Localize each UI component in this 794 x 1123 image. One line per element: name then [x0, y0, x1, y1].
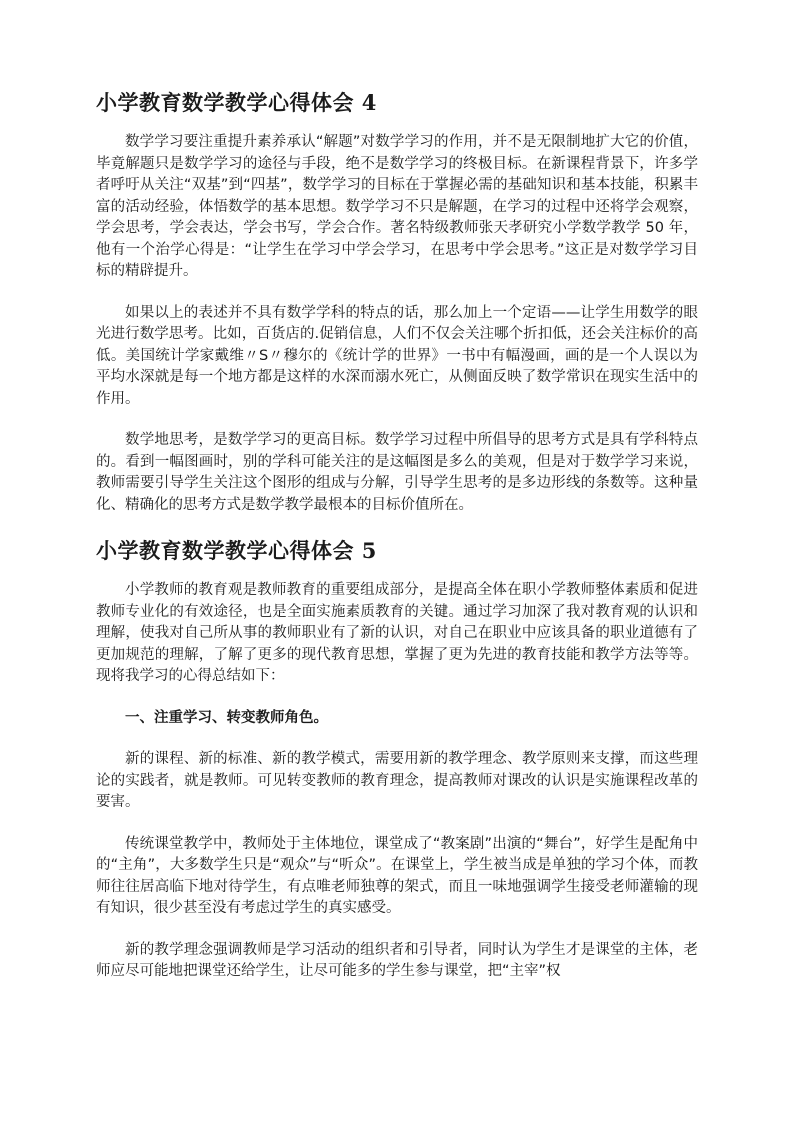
section-4-title: 小学教育数学教学心得体会 4 [96, 90, 377, 115]
document-content [96, 88, 698, 1003]
section-4 [96, 88, 698, 516]
section-5-title: 小学教育数学教学心得体会 5 [96, 538, 377, 563]
section-5-paragraph-2: 传统课堂教学中，教师处于主体地位，课堂成了“教案剧”出演的“舞台”，好学生是配角中的“主角”，大多数学生只是“观众”与“听众”。在课堂上，学生被当成是单独的学习个体，而教师往往居高临下地对待学生，有点唯老师独尊的架式，而且一味地强调学生接受老师灌输的现有知识，很少甚至没有考虑过学生的真实感受。 [96, 835, 698, 916]
section-5-paragraph-1: 新的课程、新的标准、新的教学模式，需要用新的教学理念、教学原则来支撑，而这些理论的实践者，就是教师。可见转变教师的教育理念，提高教师对课改的认识是实施课程改革的要害。 [96, 751, 698, 810]
section-5-subheading: 一、注重学习、转变教师角色。 [125, 709, 328, 726]
section-5-paragraph-3: 新的教学理念强调教师是学习活动的组织者和引导者，同时认为学生才是课堂的主体，老师应尽可能地把课堂还给学生，让尽可能多的学生参与课堂，把“主宰”权 [96, 941, 698, 979]
section-5 [96, 536, 698, 983]
section-4-paragraph-1: 数学学习要注重提升素养承认“解题”对数学学习的作用，并不是无限制地扩大它的价值，毕竟解题只是数学学习的途径与手段，绝不是数学学习的终极目标。在新课程背景下，许多学者呼吁从关注“双基”到“四基”，数学学习的目标在于掌握必需的基础知识和基本技能，积累丰富的活动经验，体悟数学的基本思想。数学学习不只是解题，在学习的过程中还将学会观察，学会思考，学会表达，学会书写，学会合作。著名特级教师张天孝研究小学数学教学 50 年，他有一个治学心得是：“让学生在学习中学会学习，在思考中学会思考。”这正是对数学学习目标的精辟提升。 [96, 134, 698, 279]
section-4-paragraph-3: 数学地思考，是数学学习的更高目标。数学学习过程中所倡导的思考方式是具有学科特点的。看到一幅图画时，别的学科可能关注的是这幅图是多么的美观，但是对于数学学习来说，教师需要引导学生关注这个图形的组成与分解，引导学生思考的是多边形线的条数等。这种量化、精确化的思考方式是数学教学最根本的目标价值所在。 [96, 432, 698, 513]
section-4-paragraph-2: 如果以上的表述并不具有数学学科的特点的话，那么加上一个定语——让学生用数学的眼光进行数学思考。比如，百货店的.促销信息，人们不仅会关注哪个折扣低，还会关注标价的高低。美国统计学家戴维〃S〃穆尔的《统计学的世界》一书中有幅漫画，画的是一个人误以为平均水深就是每一个地方都是这样的水深而溺水死亡，从侧面反映了数学常识在现实生活中的作用。 [96, 304, 698, 407]
section-5-intro: 小学教师的教育观是教师教育的重要组成部分，是提高全体在职小学教师整体素质和促进教师专业化的有效途径，也是全面实施素质教育的关键。通过学习加深了我对教育观的认识和理解，使我对自己所从事的教师职业有了新的认识，对自己在职业中应该具备的职业道德有了更加规范的理解，了解了更多的现代教育思想，掌握了更为先进的教育技能和教学方法等等。现将我学习的心得总结如下： [96, 582, 698, 684]
